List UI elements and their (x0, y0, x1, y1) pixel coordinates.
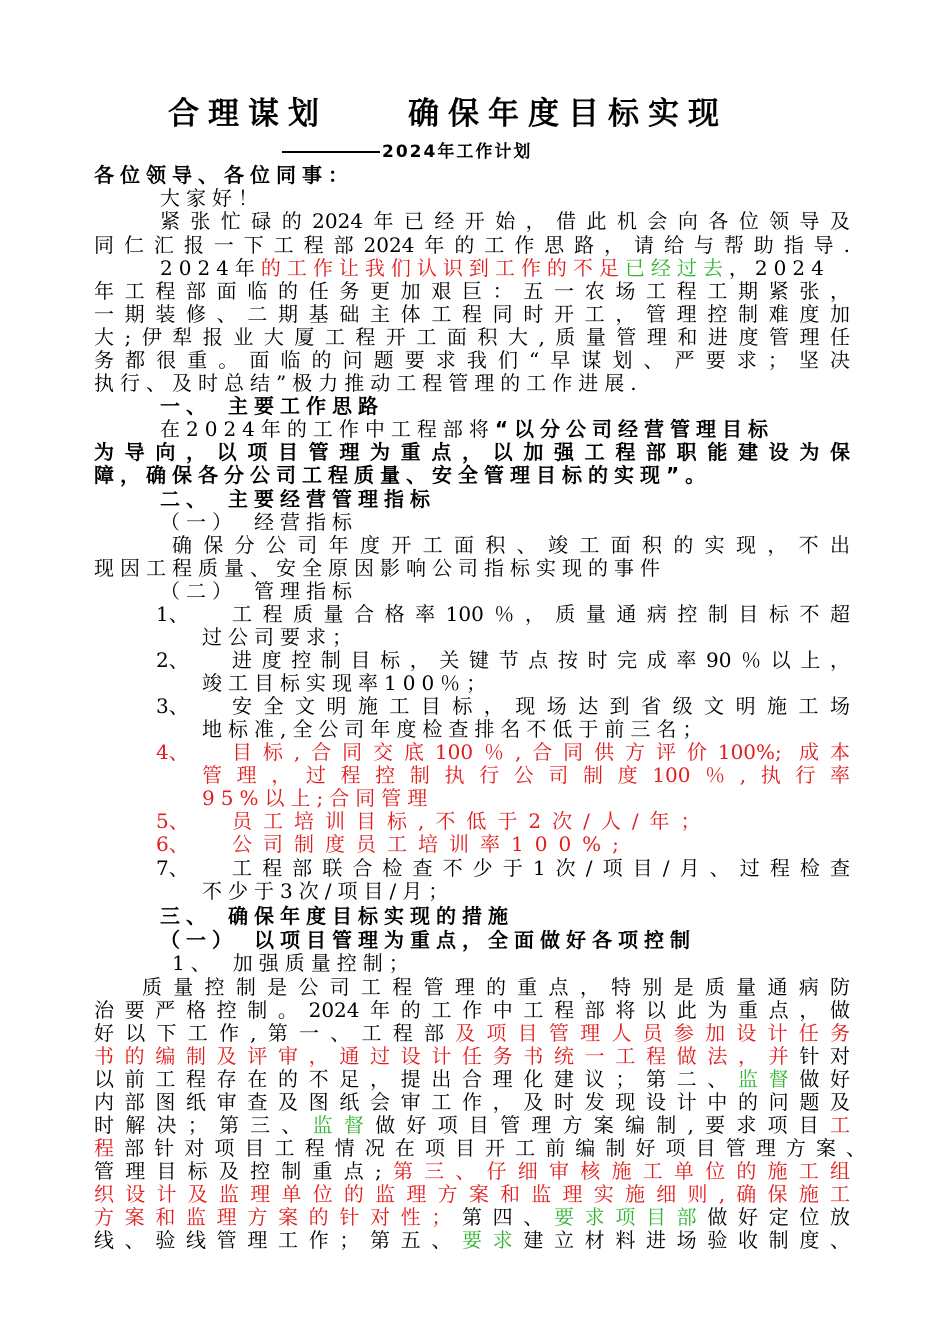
section-2-heading: 二、 主要经营管理指标 (160, 487, 436, 511)
p8-text: 部针对项目工程情况在项目开工前编制好项目管理方案、 (124, 1136, 867, 1160)
p5-tail: 做好 (799, 1067, 851, 1091)
para-line-7 (94, 1113, 850, 1137)
intro-green-text: 已经过去 (624, 256, 729, 280)
para-line-6: 内部图纸审查及图纸会审工作，及时发现设计中的问题及 (94, 1090, 850, 1114)
para-line-9 (94, 1159, 850, 1183)
subtitle-dash (282, 151, 380, 153)
intro-line-1: 紧张忙碌的2024年已经开始，借此机会向各位领导及 (160, 209, 850, 233)
subtitle-text: 2024年工作计划 (382, 142, 533, 162)
p12-text: 线、验线管理工作；第五、 (94, 1228, 462, 1252)
intro-line-3 (160, 256, 830, 280)
para-line-8 (94, 1136, 866, 1160)
item-3-line-2: 地标准,全公司年度检查排名不低于前三名； (202, 717, 709, 741)
intro-line-4: 年工程部面临的任务更加艰巨：五一农场工程工期紧张， (94, 279, 850, 303)
greeting: 各位领导、各位同事： (94, 163, 354, 187)
s1-bold-text: “以分公司经营管理目标 (494, 417, 775, 441)
intro-year: 2024年 (160, 256, 261, 280)
intro-red-text: 的工作让我们认识到工作的不足 (260, 256, 625, 280)
p4-red: 书的编制及评审，通过设计任务书统一工程做法，并 (94, 1044, 800, 1068)
p7-green: 监督 (312, 1113, 376, 1137)
item-2-line-1: 进度控制目标，关键节点按时完成率90％以上， (232, 648, 850, 672)
page-subtitle (282, 140, 532, 164)
p11-green: 要求项目部 (554, 1205, 708, 1229)
intro-tail: ，2024 (728, 256, 830, 280)
item-1-num: 1、 (156, 602, 189, 626)
p8-red: 程 (94, 1136, 125, 1160)
p9-text: 管理目标及控制重点; (94, 1159, 382, 1183)
item-7-line-2: 不少于3次/项目/月； (202, 879, 455, 903)
para-line-4 (94, 1044, 850, 1068)
section-3-sub-1: （一） 以项目管理为重点，全面做好各项控制 (160, 928, 696, 952)
p7-text: 时解决；第三、 (94, 1113, 313, 1137)
item-4-line-2: 管理，过程控制执行公司制度100％,执行率 (202, 763, 850, 787)
section-3-heading: 三、 确保年度目标实现的措施 (160, 904, 514, 928)
intro-line-6: 大;伊犁报业大厦工程开工面积大,质量管理和进度管理任 (94, 325, 850, 349)
intro-line-2: 同仁汇报一下工程部2024年的工作思路，请给与帮助指导. (94, 233, 850, 257)
p12-green: 要求 (462, 1228, 524, 1252)
p5-text: 以前工程存在的不足，提出合理化建议；第二、 (94, 1067, 738, 1091)
p9-red: 第三、仔细审核施工单位的施工组 (381, 1159, 850, 1183)
section-1-line-3: 障，确保各分公司工程质量、安全管理目标的实现”。 (94, 463, 712, 487)
intro-line-5: 一期装修、二期基础主体工程同时开工，管理控制难度加 (94, 302, 850, 326)
section-1-heading: 一、 主要工作思路 (160, 394, 384, 418)
item-4-line-1: 目标,合同交底100％,合同供方评价100%; 成本 (232, 740, 850, 764)
p7-red: 工 (830, 1113, 851, 1137)
item-1-line-2: 过公司要求； (202, 625, 358, 649)
p7-mid: 做好项目管理方案编制,要求项目 (375, 1113, 831, 1137)
p4-text: 针对 (799, 1044, 851, 1068)
item-1-line-1: 工程质量合格率100％，质量通病控制目标不超 (232, 602, 850, 626)
page-title: 合理谋划 确保年度目标实现 (168, 96, 728, 132)
item-2-line-2: 竣工目标实现率100％； (202, 671, 493, 695)
item-5-line-1: 员工培训目标,不低于2次/人/年； (232, 809, 712, 833)
intro-line-7: 务都很重。面临的问题要求我们“早谋划、严要求；坚决 (94, 348, 850, 372)
section-1-line-2: 为导向，以项目管理为重点，以加强工程部职能建设为保 (94, 440, 850, 464)
item-4-num: 4、 (156, 740, 189, 764)
item-3-num: 3、 (156, 694, 189, 718)
section-2-sub-2: （二） 管理指标 (160, 579, 358, 603)
para-line-1: 质量控制是公司工程管理的重点，特别是质量通病防 (142, 975, 850, 999)
p12-tail: 建立材料进场验收制度、 (523, 1228, 851, 1252)
item-7-line-1: 工程部联合检查不少于1次/项目/月、过程检查 (232, 856, 850, 880)
item-5-num: 5、 (156, 809, 189, 833)
item-6-num: 6、 (156, 832, 189, 856)
p3-text: 好以下工作,第一、工程部 (94, 1021, 456, 1045)
para-line-12 (94, 1228, 850, 1252)
intro-line-8: 执行、及时总结”极力推动工程管理的工作进展. (94, 371, 643, 395)
s1-text: 在2024年的工作中工程部将 (160, 417, 495, 441)
para-line-11 (94, 1205, 850, 1229)
p3-red: 及项目管理人员参加设计任务 (455, 1021, 851, 1045)
section-2-para-2: 现因工程质量、安全原因影响公司指标实现的事件 (94, 556, 666, 580)
item-3-line-1: 安全文明施工目标，现场达到省级文明施工场 (232, 694, 850, 718)
p5-green: 监督 (738, 1067, 800, 1091)
item-4-line-3: 95%以上;合同管理 (202, 786, 434, 810)
item-6-line-1: 公司制度员工培训率100%; (232, 832, 630, 856)
para-line-10: 织设计及监理单位的监理方案和监理实施细则,确保施工 (94, 1182, 850, 1206)
item-2-num: 2、 (156, 648, 189, 672)
item-7-num: 7、 (156, 856, 189, 880)
p11-tail: 做好定位放 (707, 1205, 851, 1229)
section-1-line-1 (160, 417, 774, 441)
para-line-2: 治要严格控制。2024年的工作中工程部将以此为重点，做 (94, 998, 850, 1022)
para-line-3 (94, 1021, 850, 1045)
section-2-sub-1: （一） 经营指标 (160, 510, 358, 534)
section-3-item-1: 1、 加强质量控制； (172, 951, 415, 975)
p11-red: 方案和监理方案的针对性； (94, 1205, 452, 1229)
section-2-para-1: 确保分公司年度开工面积、竣工面积的实现，不出 (172, 533, 850, 557)
para-line-5 (94, 1067, 850, 1091)
p11-text: 第四、 (451, 1205, 555, 1229)
hello: 大家好！ (160, 186, 264, 210)
